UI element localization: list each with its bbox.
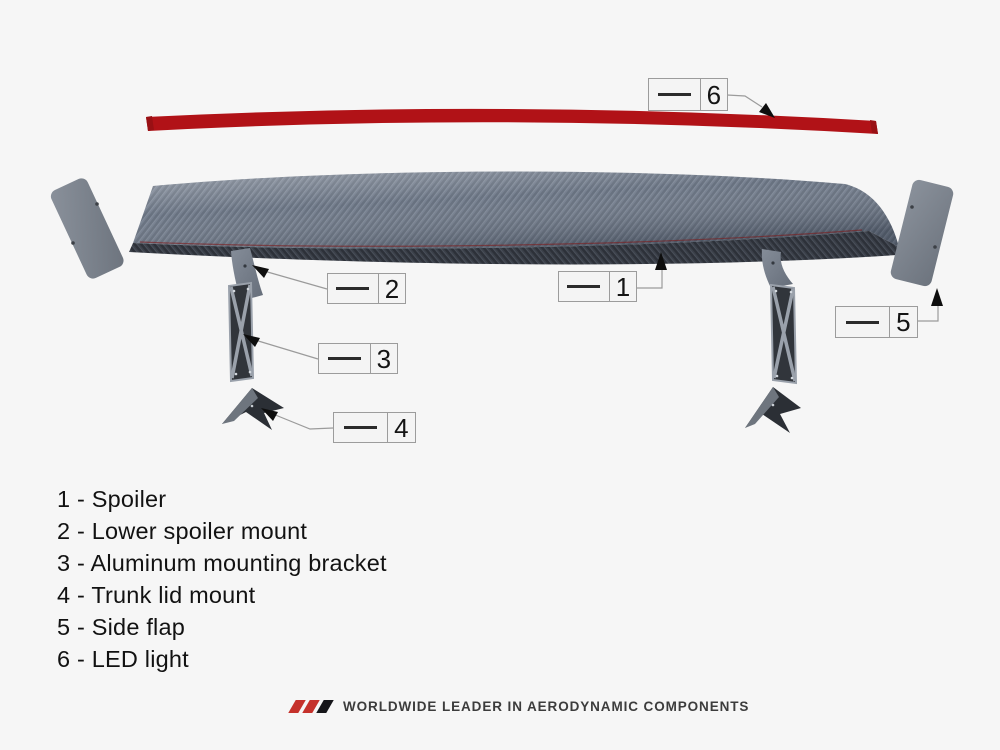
- spoiler-wing-sheen: [133, 171, 899, 248]
- footer: [288, 696, 749, 716]
- flap-hole: [910, 205, 914, 209]
- callout-number: 3: [376, 343, 392, 374]
- callout-number: 5: [896, 307, 911, 337]
- legend-item-trunk-lid-mount: 4 - Trunk lid mount: [57, 582, 256, 608]
- callout-dash: [836, 307, 890, 337]
- callout-box-mounting-bracket: [318, 343, 398, 374]
- callout-box-trunk-lid-mount: [333, 412, 416, 443]
- callout-dash: [559, 272, 610, 301]
- flap-hole: [71, 241, 75, 245]
- legend-item-side-flap: 5 - Side flap: [57, 614, 186, 640]
- callout-number: 6: [706, 79, 722, 110]
- leader-line-4: [268, 412, 333, 429]
- parts-legend: [57, 483, 387, 675]
- legend-item-lower-spoiler-mount: 2 - Lower spoiler mount: [57, 518, 308, 544]
- callout-dash: [328, 274, 379, 303]
- legend-item-spoiler: 1 - Spoiler: [57, 486, 167, 512]
- legend-item-led-light: 6 - LED light: [57, 646, 189, 672]
- callout-dash: [334, 413, 388, 442]
- callout-dash: [649, 79, 701, 110]
- trunk-lid-mount-right: [745, 387, 801, 433]
- leader-line-2: [264, 271, 327, 289]
- mounting-bracket-right: [771, 285, 796, 383]
- mounting-bracket-left: [229, 283, 253, 381]
- trunk-lid-mount-left: [222, 388, 284, 430]
- side-flap-right: [889, 178, 954, 287]
- callout-number: 4: [394, 412, 409, 443]
- footer-tagline: WORLDWIDE LEADER IN AERODYNAMIC COMPONENTS: [343, 698, 750, 714]
- callout-number: 2: [384, 273, 400, 304]
- leader-line-6: [727, 95, 762, 107]
- arrowhead-up-icon: [931, 288, 943, 306]
- callout-box-side-flap: [835, 306, 918, 338]
- callout-dash: [319, 344, 371, 373]
- leader-line-3: [255, 340, 318, 359]
- flap-hole: [95, 202, 99, 206]
- side-flap-left: [49, 176, 126, 281]
- callout-box-spoiler: [558, 271, 637, 302]
- brand-stripes-logo-icon: [288, 700, 330, 713]
- callout-box-lower-spoiler-mount: [327, 273, 406, 304]
- callout-box-led-light: [648, 78, 728, 111]
- flap-hole: [933, 245, 937, 249]
- legend-item-aluminum-mounting-bracket: 3 - Aluminum mounting bracket: [57, 550, 387, 576]
- callout-number: 1: [615, 271, 631, 302]
